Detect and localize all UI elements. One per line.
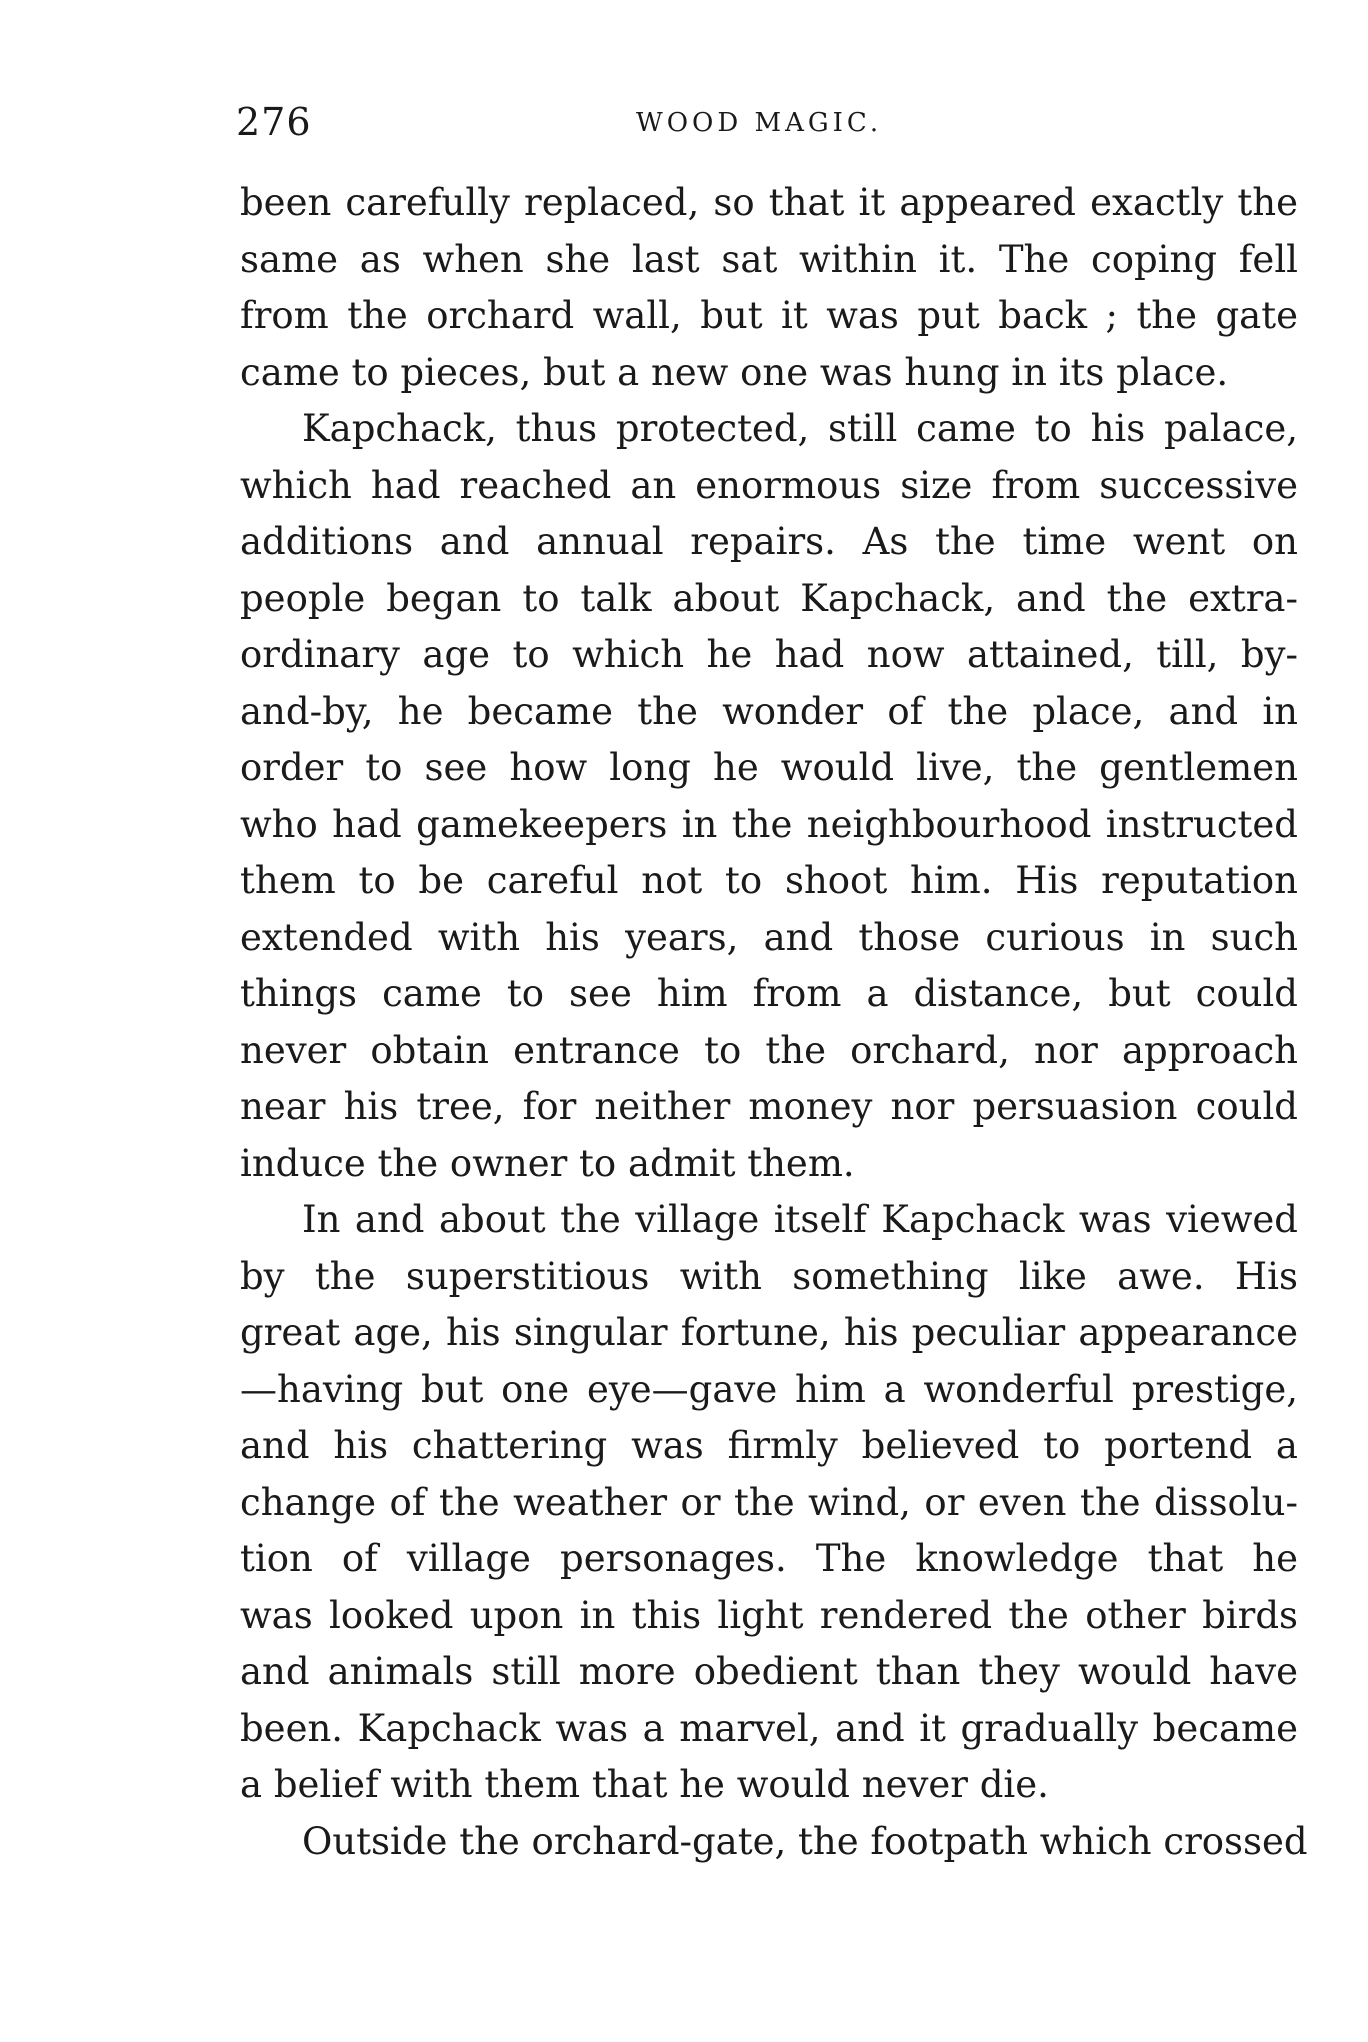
text-line: induce the owner to admit them. xyxy=(240,1141,855,1185)
text-line: which had reached an enormous size from successive xyxy=(240,463,1298,507)
text-line: order to see how long he would live, the gentlemen xyxy=(240,746,1298,789)
text-line: —having but one eye—gave him a wonderful prestige, xyxy=(240,1367,1298,1411)
text-line: who had gamekeepers in the neighbourhood instructed xyxy=(240,802,1298,846)
text-line: change of the weather or the wind, or even the dissolu- xyxy=(240,1480,1298,1524)
text-line: extended with his years, and those curious in such xyxy=(240,915,1298,959)
text-line: things came to see him from a distance, but could xyxy=(240,972,1298,1015)
text-line: people began to talk about Kapchack, and the extra- xyxy=(240,576,1298,620)
text-line: great age, his singular fortune, his peculiar appearance xyxy=(240,1311,1298,1354)
text-line: been carefully replaced, so that it appeared exactly the xyxy=(240,181,1298,224)
text-line: additions and annual repairs. As the time went on xyxy=(240,520,1298,563)
text-line: tion of village personages. The knowledge that he xyxy=(240,1537,1298,1580)
text-line: a belief with them that he would never die. xyxy=(240,1763,1049,1806)
text-line: by the superstitious with something like awe. His xyxy=(240,1254,1298,1298)
text-line: them to be careful not to shoot him. His reputation xyxy=(240,859,1298,902)
text-line: came to pieces, but a new one was hung in its place. xyxy=(240,350,1229,394)
text-line: and-by, he became the wonder of the place, and in xyxy=(240,689,1298,733)
text-line: been. Kapchack was a marvel, and it gradually became xyxy=(240,1706,1298,1750)
text-line: Kapchack, thus protected, still came to his palace, xyxy=(302,407,1298,450)
text-line: same as when she last sat within it. The coping fell xyxy=(240,237,1298,281)
text-line: and animals still more obedient than they would have xyxy=(240,1650,1298,1693)
text-line: Outside the orchard-gate, the footpath which crossed xyxy=(302,1819,1308,1863)
running-title: WOOD MAGIC. xyxy=(636,108,883,138)
text-line: was looked upon in this light rendered the other birds xyxy=(240,1593,1298,1637)
text-line: In and about the village itself Kapchack was viewed xyxy=(302,1198,1298,1241)
text-line: from the orchard wall, but it was put back ; the gate xyxy=(240,294,1298,337)
body-text xyxy=(240,175,1308,1870)
page-number: 276 xyxy=(236,100,312,144)
text-line: near his tree, for neither money nor persuasion could xyxy=(240,1085,1298,1128)
text-line: never obtain entrance to the orchard, nor approach xyxy=(240,1028,1298,1072)
text-line: ordinary age to which he had now attained, till, by- xyxy=(240,633,1298,676)
text-line: and his chattering was firmly believed to portend a xyxy=(240,1424,1298,1467)
running-head xyxy=(236,100,1296,160)
